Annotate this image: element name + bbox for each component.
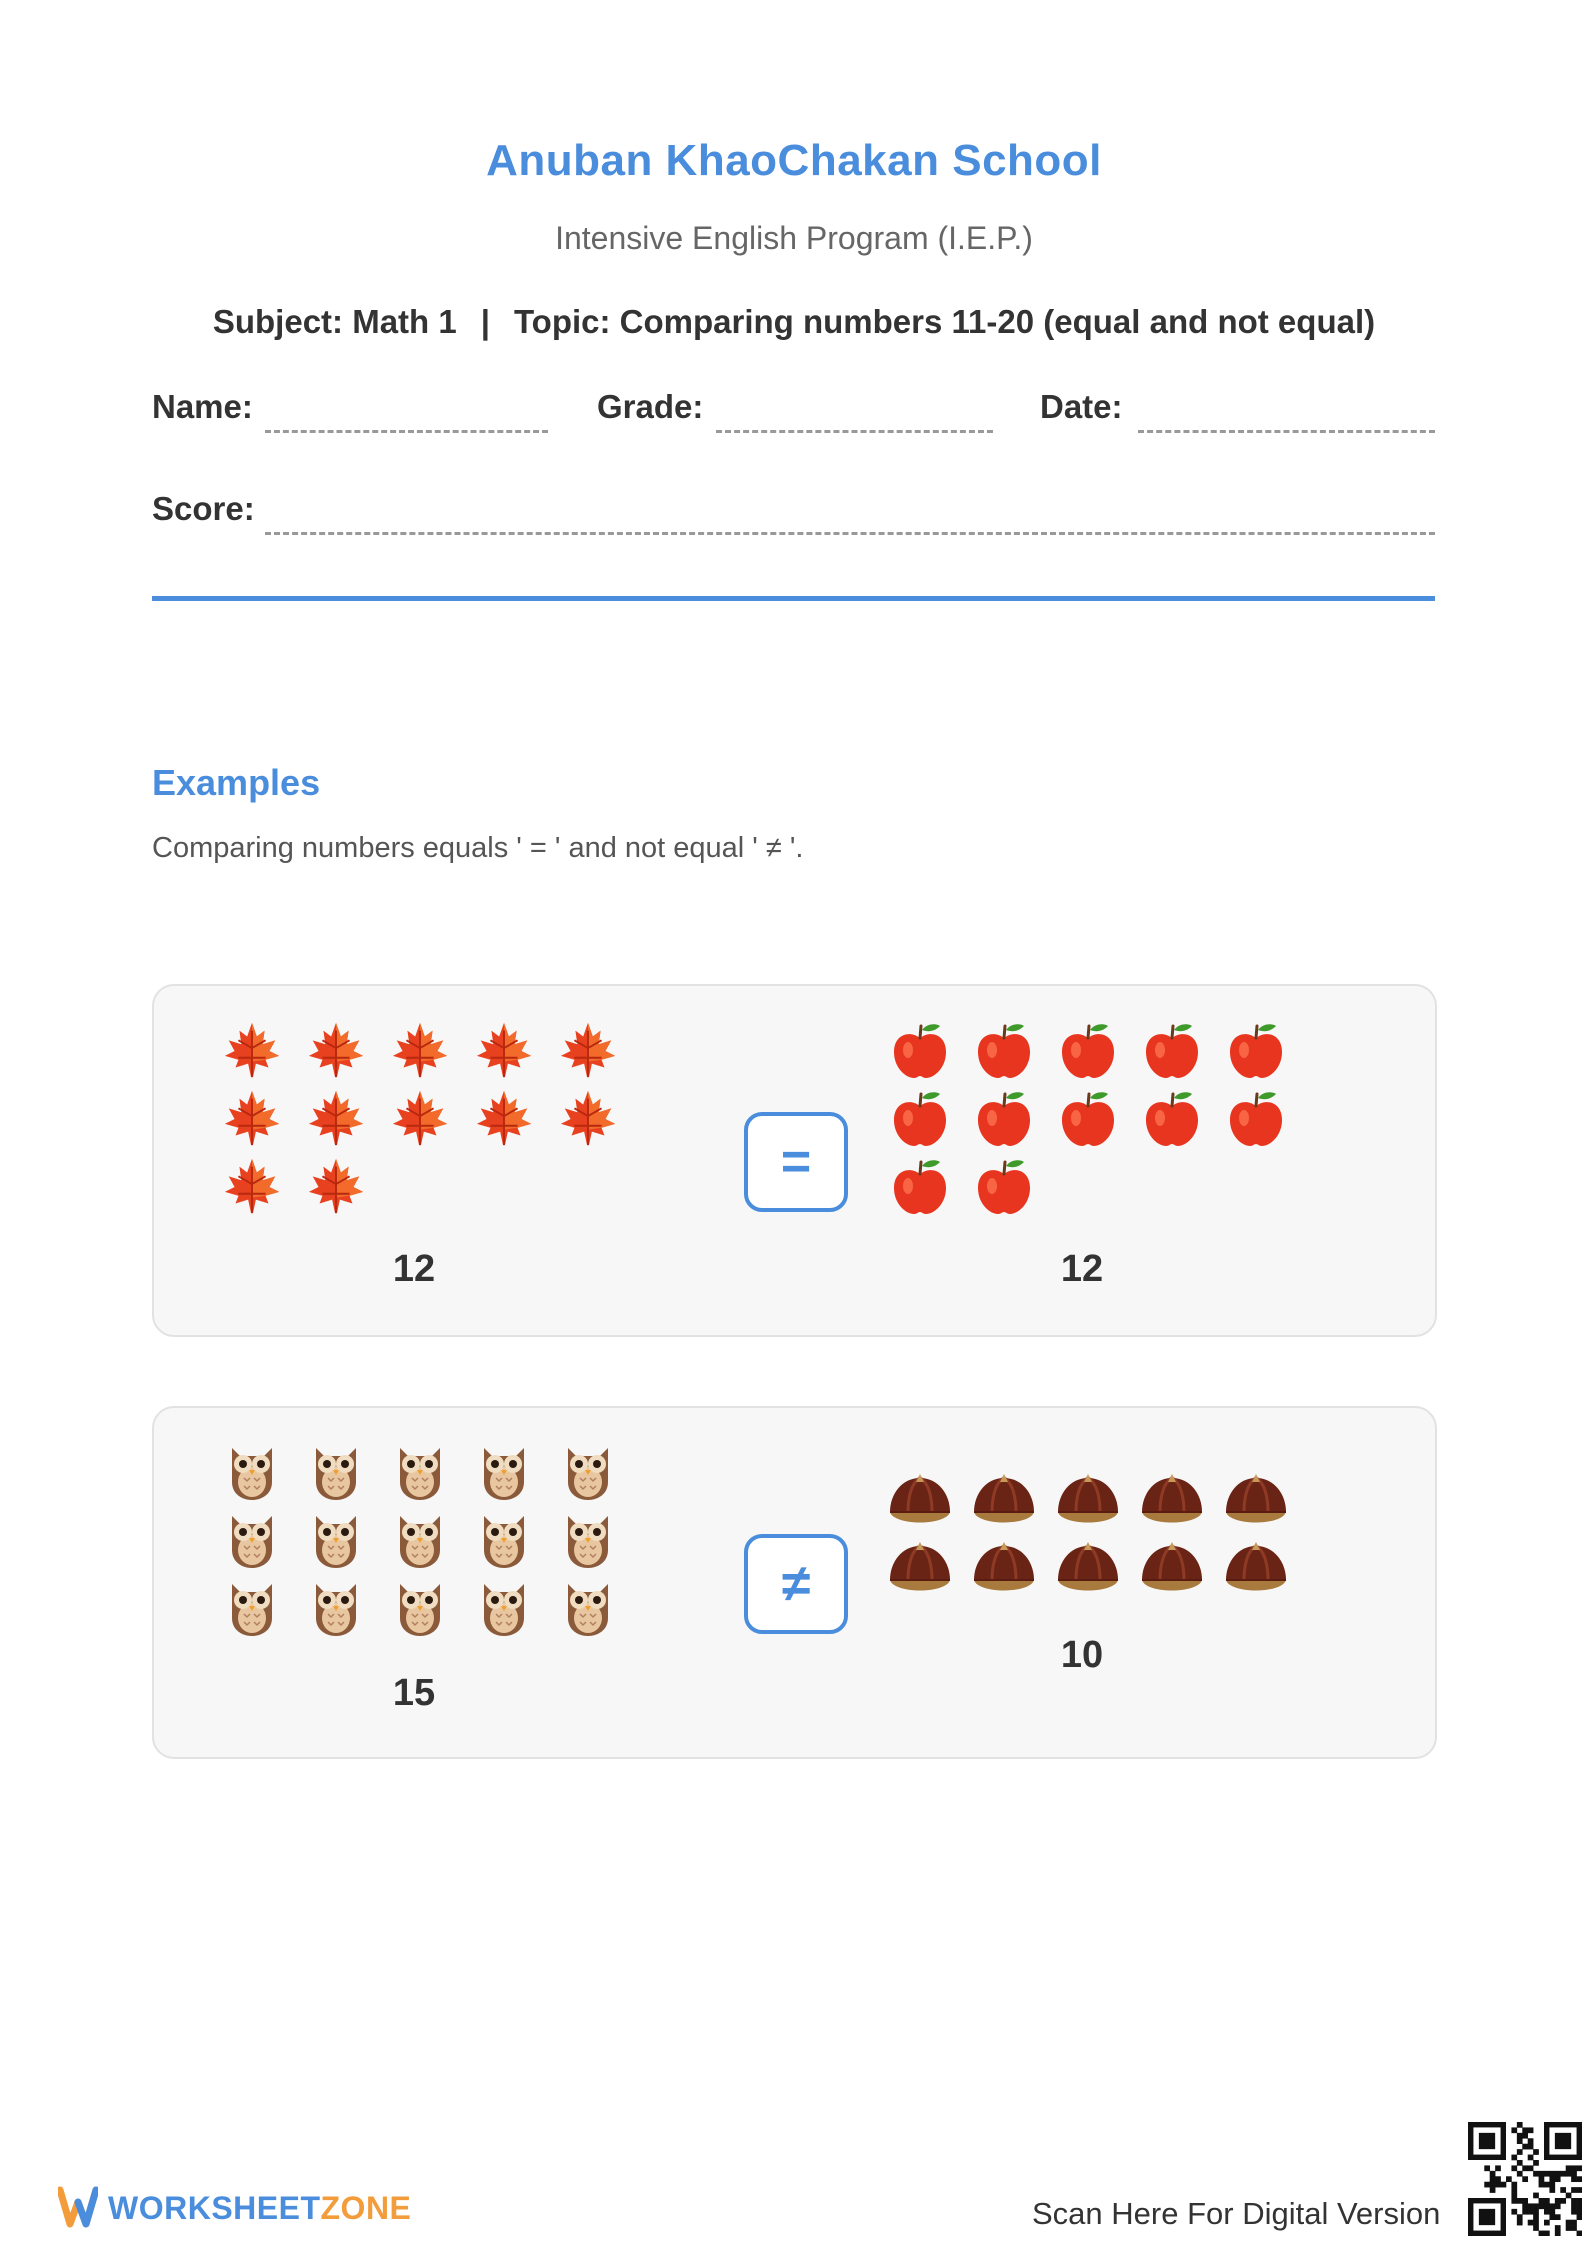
example-card-1: [152, 984, 1437, 1337]
apple-icon: [1046, 1016, 1130, 1084]
chestnut-icon: [1046, 1536, 1130, 1604]
maple-leaf-icon: [546, 1016, 630, 1084]
maple-leaf-icon: [462, 1016, 546, 1084]
left-count: 12: [392, 1248, 436, 1290]
owl-icon: [462, 1504, 546, 1572]
owl-icon: [294, 1436, 378, 1504]
examples-description: Comparing numbers equals ' = ' and not equal ' ≠ '.: [152, 832, 804, 864]
chestnut-icon: [1130, 1468, 1214, 1536]
example-card-2: [152, 1406, 1437, 1759]
owl-icon: [378, 1436, 462, 1504]
grade-input-line[interactable]: [716, 430, 993, 433]
brand-primary: WORKSHEET: [108, 2190, 321, 2226]
maple-leaf-icon: [294, 1016, 378, 1084]
apple-icon: [962, 1152, 1046, 1220]
chestnut-icon: [962, 1536, 1046, 1604]
subject-topic-line: [0, 303, 1588, 341]
right-count: 12: [1060, 1248, 1104, 1290]
brand-secondary: ZONE: [320, 2190, 412, 2226]
right-count: 10: [1060, 1634, 1104, 1676]
left-group: [210, 1436, 630, 1640]
chestnut-icon: [878, 1536, 962, 1604]
maple-leaf-icon: [294, 1152, 378, 1220]
maple-leaf-icon: [378, 1016, 462, 1084]
score-label: Score:: [152, 490, 255, 527]
qr-code-icon[interactable]: [1468, 2122, 1582, 2236]
maple-leaf-icon: [462, 1084, 546, 1152]
owl-icon: [294, 1572, 378, 1640]
school-name: Anuban KhaoChakan School: [486, 136, 1102, 185]
maple-leaf-icon: [378, 1084, 462, 1152]
owl-icon: [210, 1572, 294, 1640]
owl-icon: [462, 1572, 546, 1640]
apple-icon: [1214, 1084, 1298, 1152]
scan-text: Scan Here For Digital Version: [1032, 2196, 1441, 2231]
not-equal-sign-box: ≠: [744, 1534, 848, 1634]
maple-leaf-icon: [210, 1152, 294, 1220]
subject-label: Subject: Math 1: [212, 303, 457, 340]
examples-title: Examples: [152, 762, 321, 803]
apple-icon: [878, 1084, 962, 1152]
owl-icon: [210, 1504, 294, 1572]
owl-icon: [546, 1504, 630, 1572]
apple-icon: [1130, 1084, 1214, 1152]
owl-icon: [294, 1504, 378, 1572]
date-label: Date:: [1040, 388, 1123, 425]
apple-icon: [1130, 1016, 1214, 1084]
chestnut-icon: [878, 1468, 962, 1536]
right-group: [878, 1016, 1298, 1220]
name-label: Name:: [152, 388, 253, 425]
grade-label: Grade:: [597, 388, 704, 425]
owl-icon: [546, 1436, 630, 1504]
apple-icon: [878, 1152, 962, 1220]
chestnut-icon: [1046, 1468, 1130, 1536]
apple-icon: [1214, 1016, 1298, 1084]
separator: |: [480, 303, 490, 340]
maple-leaf-icon: [210, 1016, 294, 1084]
name-input-line[interactable]: [265, 430, 548, 433]
chestnut-icon: [1214, 1468, 1298, 1536]
owl-icon: [210, 1436, 294, 1504]
header-divider: [152, 596, 1435, 601]
worksheetzone-logo-icon: [58, 2180, 98, 2230]
owl-icon: [546, 1572, 630, 1640]
apple-icon: [962, 1084, 1046, 1152]
left-group: [210, 1016, 630, 1220]
maple-leaf-icon: [546, 1084, 630, 1152]
score-input-line[interactable]: [265, 532, 1435, 535]
chestnut-icon: [1130, 1536, 1214, 1604]
owl-icon: [462, 1436, 546, 1504]
program-name: Intensive English Program (I.E.P.): [555, 220, 1033, 256]
worksheetzone-logo-text[interactable]: [108, 2190, 411, 2227]
maple-leaf-icon: [210, 1084, 294, 1152]
owl-icon: [378, 1572, 462, 1640]
apple-icon: [1046, 1084, 1130, 1152]
right-group: [878, 1468, 1298, 1604]
left-count: 15: [392, 1672, 436, 1714]
apple-icon: [962, 1016, 1046, 1084]
maple-leaf-icon: [294, 1084, 378, 1152]
equal-sign-box: =: [744, 1112, 848, 1212]
chestnut-icon: [962, 1468, 1046, 1536]
apple-icon: [878, 1016, 962, 1084]
topic-label: Topic: Comparing numbers 11-20 (equal and not equal): [513, 303, 1376, 340]
chestnut-icon: [1214, 1536, 1298, 1604]
owl-icon: [378, 1504, 462, 1572]
date-input-line[interactable]: [1138, 430, 1435, 433]
